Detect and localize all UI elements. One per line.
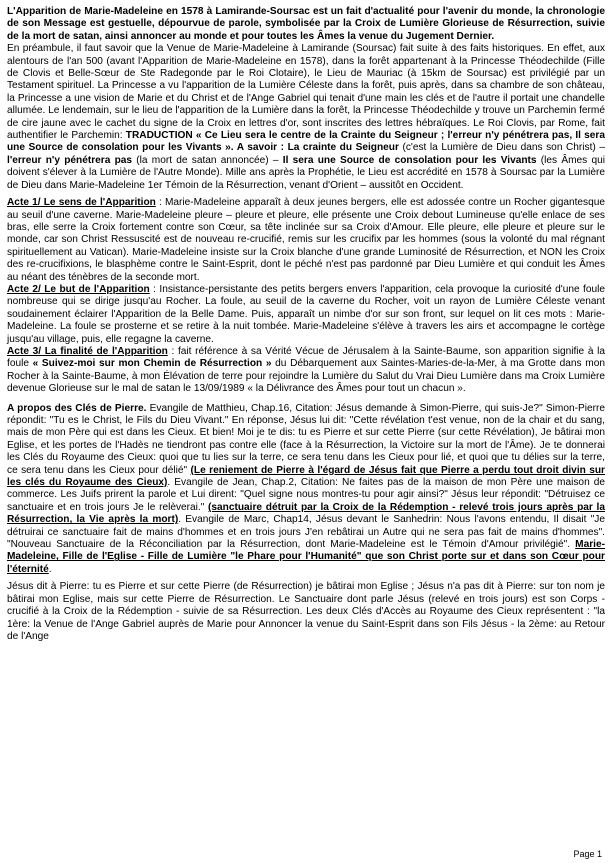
preambule-paragraph: [7, 43, 605, 192]
text-run: (c'est la Lumière de Dieu dans son Christ) –: [398, 142, 605, 154]
text-run: .: [48, 563, 52, 575]
text-run: l'erreur n'y pénétrera pas: [7, 154, 133, 166]
document-body: [7, 6, 605, 643]
text-run: Jésus dit à Pierre: tu es Pierre et sur cette Pierre (de Résurrection) je bâtirai mon Eglise ; Jésus n'a pas dit à Pierre: sur ton nom je bâtirai mon Eglise, mais sur cette Pierre de Résurrection. Le Sanctuaire dont parle Jésus (relevé en trois jours) est son Corps - crucifié à la Croix de la Rédemption - suivie de sa Résurrection. Les deux Clés d'Accès au Royaume des Cieux représentent : "la 1ère: la Venue de l'Ange Gabriel auprès de Marie pour Annoncer la venue du Saint-Esprit dans son Fils Jésus - la 2ème: au Retour de l'Ange: [7, 581, 605, 642]
text-run: « Suivez-moi sur mon Chemin de Résurrection »: [32, 358, 272, 370]
text-run: Evangile de Matthieu, Chap.16, Citation: Jésus demande à Simon-Pierre, qui suis-Je?" Simon-Pierre répondit: "Tu es le Christ, le Fils du Dieu Vivant." En réponse, Jésus lui dit: "Cette révélation t'est venue, non de la chair et du sang, mais de mon Père qui est dans les Cieux. Et bien! Moi je te dis: tu es Pierre et sur cette Pierre (sur cette Révélation), Je bâtirai mon Eglise, et les portes de l'Hadès ne tiendront pas contre elle (face à la Résurrection, la Victoire sur la mort de l'Âme). Je te donnerai les Clés du Royaume des Cieux: quoi que tu lies sur la terre, ce sera tenu dans les Cieux pour lié, et quoi que tu délies sur la terre, ce sera tenu dans les Cieux pour délié": [7, 402, 605, 476]
text-run: Marie-Madeleine, Fille de l'Eglise - Fille de Lumière "le Phare pour l'Humanité" que son Christ porte sur et dans son Cœur pour l'éternité: [7, 539, 605, 575]
acte3-paragraph: [7, 346, 605, 396]
intro-paragraph: [7, 6, 605, 43]
text-run: (Le reniement de Pierre à l'égard de Jésus fait que Pierre a perdu tout droit divin sur les clés du Royaume des Cieux): [7, 464, 605, 489]
text-run: Acte 2/ Le but de l'Apparition: [7, 283, 150, 295]
text-run: En préambule, il faut savoir que la Venue de Marie-Madeleine à Lamirande (Soursac) fait suite à des faits historiques. En effet, aux alentours de l'an 500 (avant l'Apparition de Marie-Madeleine en 1578), dans la forêt appartenant à la Princesse Théodechilde (Fille de Clovis et Belle-Sœur de Ste Radegonde par le Roi Clotaire), le Lieu de Mauriac (à 15km de Soursac) est privilégié par un Testament spirituel. La Princesse a vu l'apparition de la Lumière Céleste dans la forêt, puis après, dans sa chambre de son château, la Princesse a une vision de Marie et du Christ et de l'Ange Gabriel qui tenait d'une main les clés et de l'autre il portait une chandelle allumée. Le lendemain, sur le lieu de l'apparition de la Lumière dans la forêt, la Princesse Théodechilde y trouve un Parchemin fermé de cire jaune avec le cachet du signe de la Croix en lettres d'or, sont inscrites des lettres hébraïques. Le Roi Clovis, par Rome, fait authentifier le Parchemin:: [7, 43, 605, 142]
text-run: Acte 1/ Le sens de l'Apparition: [7, 197, 156, 209]
text-run: . Evangile de Marc, Chap14, Jésus devant le Sanhedrin: Nous l'avons entendu, Il disait "Je détruirai ce sanctuaire fait de mains d'hommes et en trois jours J'en rebâtirai un Autre qui ne sera pas fait de mains d'hommes". "Nouveau Sanctuaire de la Réconciliation par la Résurrection, dont Marie-Madeleine est le Témoin d'Amour privilégié".: [7, 514, 605, 551]
text-run: : fait référence à sa Vérité Vécue de Jérusalem à la Sainte-Baume, son apparition signifie à la foule: [7, 345, 605, 370]
acte2-paragraph: [7, 284, 605, 346]
acte1-paragraph: [7, 197, 605, 284]
text-run: : Insistance-persistante des petits bergers envers l'apparition, cela provoque la curiosité d'une foule nombreuse qui se dirige jusqu'au Rocher. La foule, au seuil de la caverne du Rocher, voit un rayon de Lumière Céleste venant soudainement éclairer l'Apparition de la Belle Dame. Puis, apparaît un nimbe d'or sur son front, sur lequel on lit ces mots : Marie-Madeleine. La foule se prosterne et se retire à la nuit tombée. Marie-Madeleine s'élève à travers les airs et accompagne le cortège jusqu'au village, puis, elle regagne la caverne.: [7, 283, 605, 345]
page-number: Page 1: [573, 849, 602, 859]
text-run: : Marie-Madeleine apparaît à deux jeunes bergers, elle est adossée contre un Rocher gigantesque au seuil d'une caverne. Marie-Madeleine pleure – pleure et pleure, elle présente une Croix debout Lumineuse qu'elle enlace de ses bras, elle serre la Croix fortement contre son Cœur, sa tête inclinée sur sa Croix d'Amour. Elle pleure, elle pleure et pleure sur le monde, car son Christ Ressuscité est de nouveau re-crucifié, remis sur les crucifix par les hommes (sous la volonté du mal régnant spirituellement au Vatican). Marie-Madeleine insiste sur la Croix blanche d'une grande Luminosité de Résurrection, et NON les Croix des re-crucifixions, le blasphème contre le Saint-Esprit, dont le péché n'est pas pardonné par Dieu Lumière et qui conduit les Âmes au néant des ténèbres de la seconde mort.: [7, 197, 605, 283]
text-run: (la mort de satan annoncée) –: [132, 154, 283, 166]
text-run: A propos des Clés de Pierre.: [7, 402, 147, 414]
text-run: TRADUCTION « Ce Lieu sera le centre de la Crainte du Seigneur ; l'erreur n'y pénétrera pas, Il sera une Source de consolation pour les Vivants ». A savoir : La crainte du Seigneur: [7, 130, 606, 154]
final-paragraph: [7, 581, 605, 643]
cles-paragraph: [7, 403, 605, 577]
text-run: L'Apparition de Marie-Madeleine en 1578 à Lamirande-Soursac est un fait d'actualité pour l'avenir du monde, la chronologie de son Message est gestuelle, dépourvue de parole, symbolisée par la Croix de Lumière Glorieuse de Résurrection, suivie de la mort de satan, ainsi annoncer au monde et pour toutes les Âmes la venue du Jugement Dernier.: [7, 6, 605, 42]
text-run: Il sera une Source de consolation pour les Vivants: [282, 154, 537, 166]
text-run: du Débarquement aux Saintes-Maries-de-la-Mer, à ma Grotte dans mon Rocher à la Sainte-Baume, à mon Élévation de terre pour rejoindre la Lumière du Salut du Vrai Dieu Lumière dans ma Croix Lumière devenue Glorieuse sur le mal de satan le 13/09/1989 « la Délivrance des Âmes pour tout un chacun ».: [7, 358, 605, 395]
text-run: (sanctuaire détruit par la Croix de la Rédemption - relevé trois jours après par la Résurrection, la Vie après la mort): [7, 501, 605, 526]
text-run: Acte 3/ La finalité de l'Apparition: [7, 345, 168, 357]
document-page: [7, 6, 605, 643]
text-run: (les Âmes qui doivent s'élever à la Lumière de l'Autre Monde). Mille ans après la Prophétie, le Lieu est accrédité en 1578 à Soursac par la Lumière de Dieu dans Marie-Madeleine 1er Témoin de la Résurrection, venant d'Orient – aussitôt en Occident.: [7, 154, 606, 191]
text-run: . Evangile de Jean, Chap.2, Citation: Ne faites pas de la maison de mon Père une maison de commerce. Les Juifs prirent la parole et Lui dirent: "Quel signe nous montres-tu pour agir ainsi?" Jésus leur répondit: "Détruisez ce sanctuaire et en trois jours Je le relèverai.": [7, 477, 606, 513]
